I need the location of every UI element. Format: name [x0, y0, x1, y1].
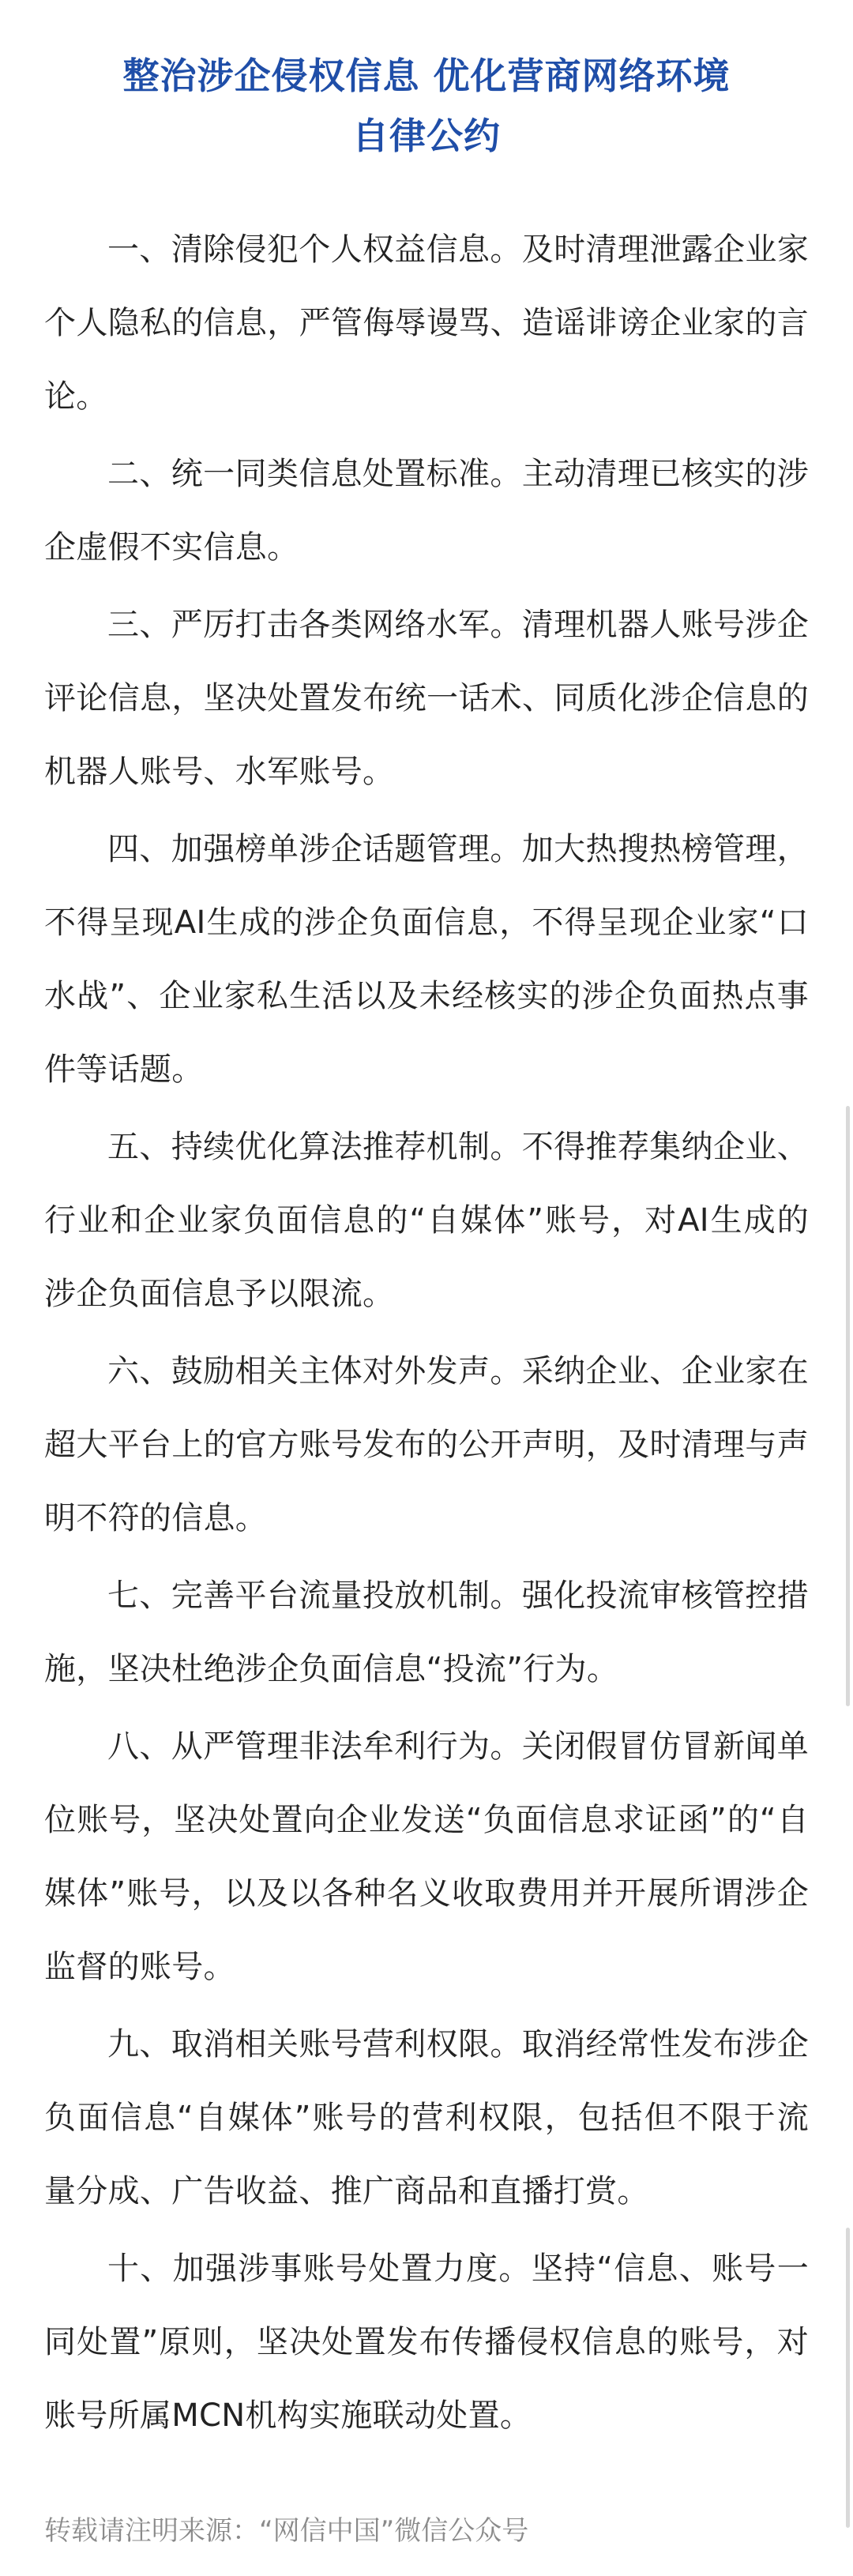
paragraph-9: 九、取消相关账号营利权限。取消经常性发布涉企负面信息“自媒体”账号的营利权限，包括但不限于流量分成、广告收益、推广商品和直播打赏。	[44, 2026, 809, 2209]
scrollbar-thumb-lower[interactable]	[846, 2228, 850, 2528]
paragraph-7: 七、完善平台流量投放机制。强化投流审核管控措施，坚决杜绝涉企负面信息“投流”行为。	[44, 1578, 809, 1687]
title-block	[44, 0, 809, 166]
scrollbar-thumb[interactable]	[846, 1106, 850, 1706]
paragraph-6: 六、鼓励相关主体对外发声。采纳企业、企业家在超大平台上的官方账号发布的公开声明，及时清理与声明不符的信息。	[44, 1353, 809, 1536]
paragraph-4: 四、加强榜单涉企话题管理。加大热搜热榜管理，不得呈现AI生成的涉企负面信息，不得呈现企业家“口水战”、企业家私生活以及未经核实的涉企负面热点事件等话题。	[44, 831, 809, 1088]
article-body	[44, 213, 809, 2453]
paragraph-8: 八、从严管理非法牟利行为。关闭假冒仿冒新闻单位账号，坚决处置向企业发送“负面信息求证函”的“自媒体”账号，以及以各种名义收取费用并开展所谓涉企监督的账号。	[44, 1728, 809, 1985]
paragraph-3: 三、严厉打击各类网络水军。清理机器人账号涉企评论信息，坚决处置发布统一话术、同质化涉企信息的机器人账号、水军账号。	[44, 607, 809, 790]
paragraph-1: 一、清除侵犯个人权益信息。及时清理泄露企业家个人隐私的信息，严管侮辱谩骂、造谣诽谤企业家的言论。	[44, 231, 809, 415]
paragraph-10: 十、加强涉事账号处置力度。坚持“信息、账号一同处置”原则，坚决处置发布传播侵权信息的账号，对账号所属MCN机构实施联动处置。	[44, 2251, 809, 2434]
paragraph-2: 二、统一同类信息处置标准。主动清理已核实的涉企虚假不实信息。	[44, 456, 809, 566]
page-title: 整治涉企侵权信息 优化营商网络环境	[122, 55, 731, 97]
paragraph-5: 五、持续优化算法推荐机制。不得推荐集纳企业、行业和企业家负面信息的“自媒体”账号，对AI生成的涉企负面信息予以限流。	[44, 1129, 809, 1312]
page-subtitle: 自律公约	[352, 115, 501, 157]
source-note: 转载请注明来源：“网信中国”微信公众号	[44, 2515, 529, 2547]
